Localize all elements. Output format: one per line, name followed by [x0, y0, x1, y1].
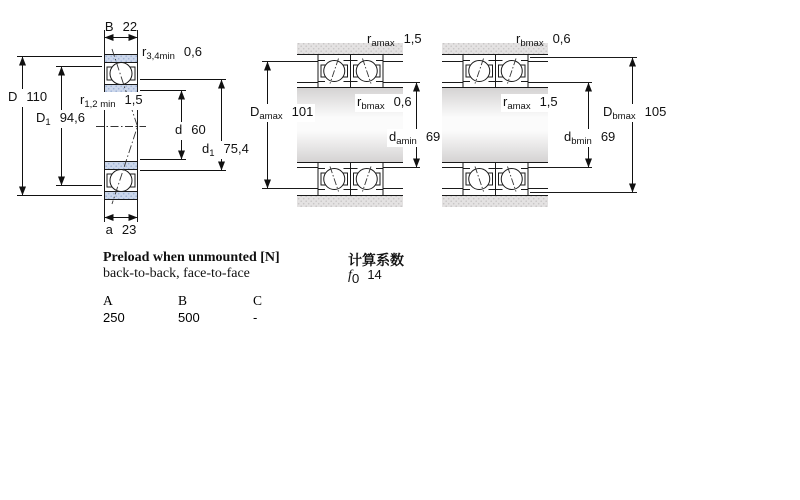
preload-val-a: 250	[103, 310, 125, 325]
label-d1	[200, 141, 251, 159]
dim-sub: bmax	[612, 111, 636, 122]
dim-sub: 1	[45, 117, 51, 128]
dim-sub: 3,4min	[146, 51, 175, 62]
dim-symbol: B	[104, 19, 114, 34]
label-d	[173, 122, 208, 140]
dim-symbol: r	[80, 92, 85, 107]
label-damin	[387, 129, 442, 147]
dim-sub: amax	[259, 111, 283, 122]
dim-value: 22	[122, 19, 138, 34]
dim-sub: bmax	[361, 101, 385, 112]
preload-subtitle: back-to-back, face-to-face	[103, 266, 250, 281]
label-a	[104, 222, 138, 240]
preload-val-c: -	[253, 310, 258, 325]
label-rbmax-a	[355, 94, 414, 112]
label-ramax-b	[501, 94, 560, 112]
dim-symbol: f	[348, 268, 352, 283]
dim-value: 60	[191, 122, 206, 137]
dim-value: 75,4	[223, 141, 249, 156]
preload-table-header	[103, 293, 328, 309]
dim-symbol: D	[603, 104, 613, 119]
label-r12min	[78, 92, 145, 110]
arrangement-b-diagram	[442, 43, 637, 207]
dim-value: 94,6	[59, 110, 85, 125]
dim-value: 0,6	[552, 31, 571, 46]
label-D	[6, 89, 49, 107]
dim-sub: amax	[371, 38, 395, 49]
dim-value: 0,6	[393, 94, 412, 109]
preload-table-values	[103, 310, 328, 325]
dim-symbol: d	[389, 129, 397, 144]
dim-value: 1,5	[124, 92, 143, 107]
dim-symbol: d	[202, 141, 210, 156]
label-r34min	[142, 44, 202, 62]
dim-symbol: r	[516, 31, 521, 46]
dim-value: 1,5	[539, 94, 558, 109]
dim-value: 69	[600, 129, 616, 144]
dim-symbol: r	[357, 94, 362, 109]
dim-sub: amax	[507, 101, 531, 112]
dim-value: 105	[644, 104, 667, 119]
dim-value: 110	[26, 89, 48, 104]
dim-sub: bmin	[571, 136, 592, 147]
dim-sub: amin	[396, 136, 417, 147]
dim-symbol: D	[8, 89, 18, 104]
label-rbmax-b	[516, 31, 571, 49]
dim-value: 101	[291, 104, 314, 119]
dim-symbol: r	[142, 44, 147, 59]
dim-value: 0,6	[183, 44, 202, 59]
preload-val-b: 500	[178, 310, 200, 325]
preload-title: Preload when unmounted [N]	[103, 250, 280, 265]
label-B	[104, 19, 138, 37]
dim-sub: 1,2 min	[84, 99, 116, 110]
dim-symbol: d	[175, 122, 183, 137]
arrangement-a-diagram	[262, 43, 420, 207]
dim-value: 1,5	[403, 31, 422, 46]
preload-col-c: C	[253, 293, 263, 308]
dim-value: 14	[367, 267, 382, 282]
calc-factors-title: 计算系数	[348, 254, 404, 269]
dim-sub: bmax	[520, 38, 544, 49]
preload-col-b: B	[178, 293, 188, 308]
dim-sub: 0	[351, 271, 360, 287]
label-Dbmax	[601, 104, 668, 122]
preload-col-a: A	[103, 293, 113, 308]
dim-symbol: D	[250, 104, 260, 119]
dim-symbol: d	[564, 129, 572, 144]
dim-symbol: a	[105, 222, 113, 237]
dim-sub: 1	[209, 148, 215, 159]
label-D1	[34, 110, 87, 128]
label-Damax	[248, 104, 315, 122]
dim-symbol: r	[367, 31, 372, 46]
dim-value: 69	[425, 129, 441, 144]
label-dbmin	[562, 129, 617, 147]
dim-symbol: r	[503, 94, 508, 109]
label-ramax-a	[367, 31, 422, 49]
dim-symbol: D	[36, 110, 46, 125]
calc-factor-f0	[348, 266, 382, 286]
dim-value: 23	[121, 222, 137, 237]
